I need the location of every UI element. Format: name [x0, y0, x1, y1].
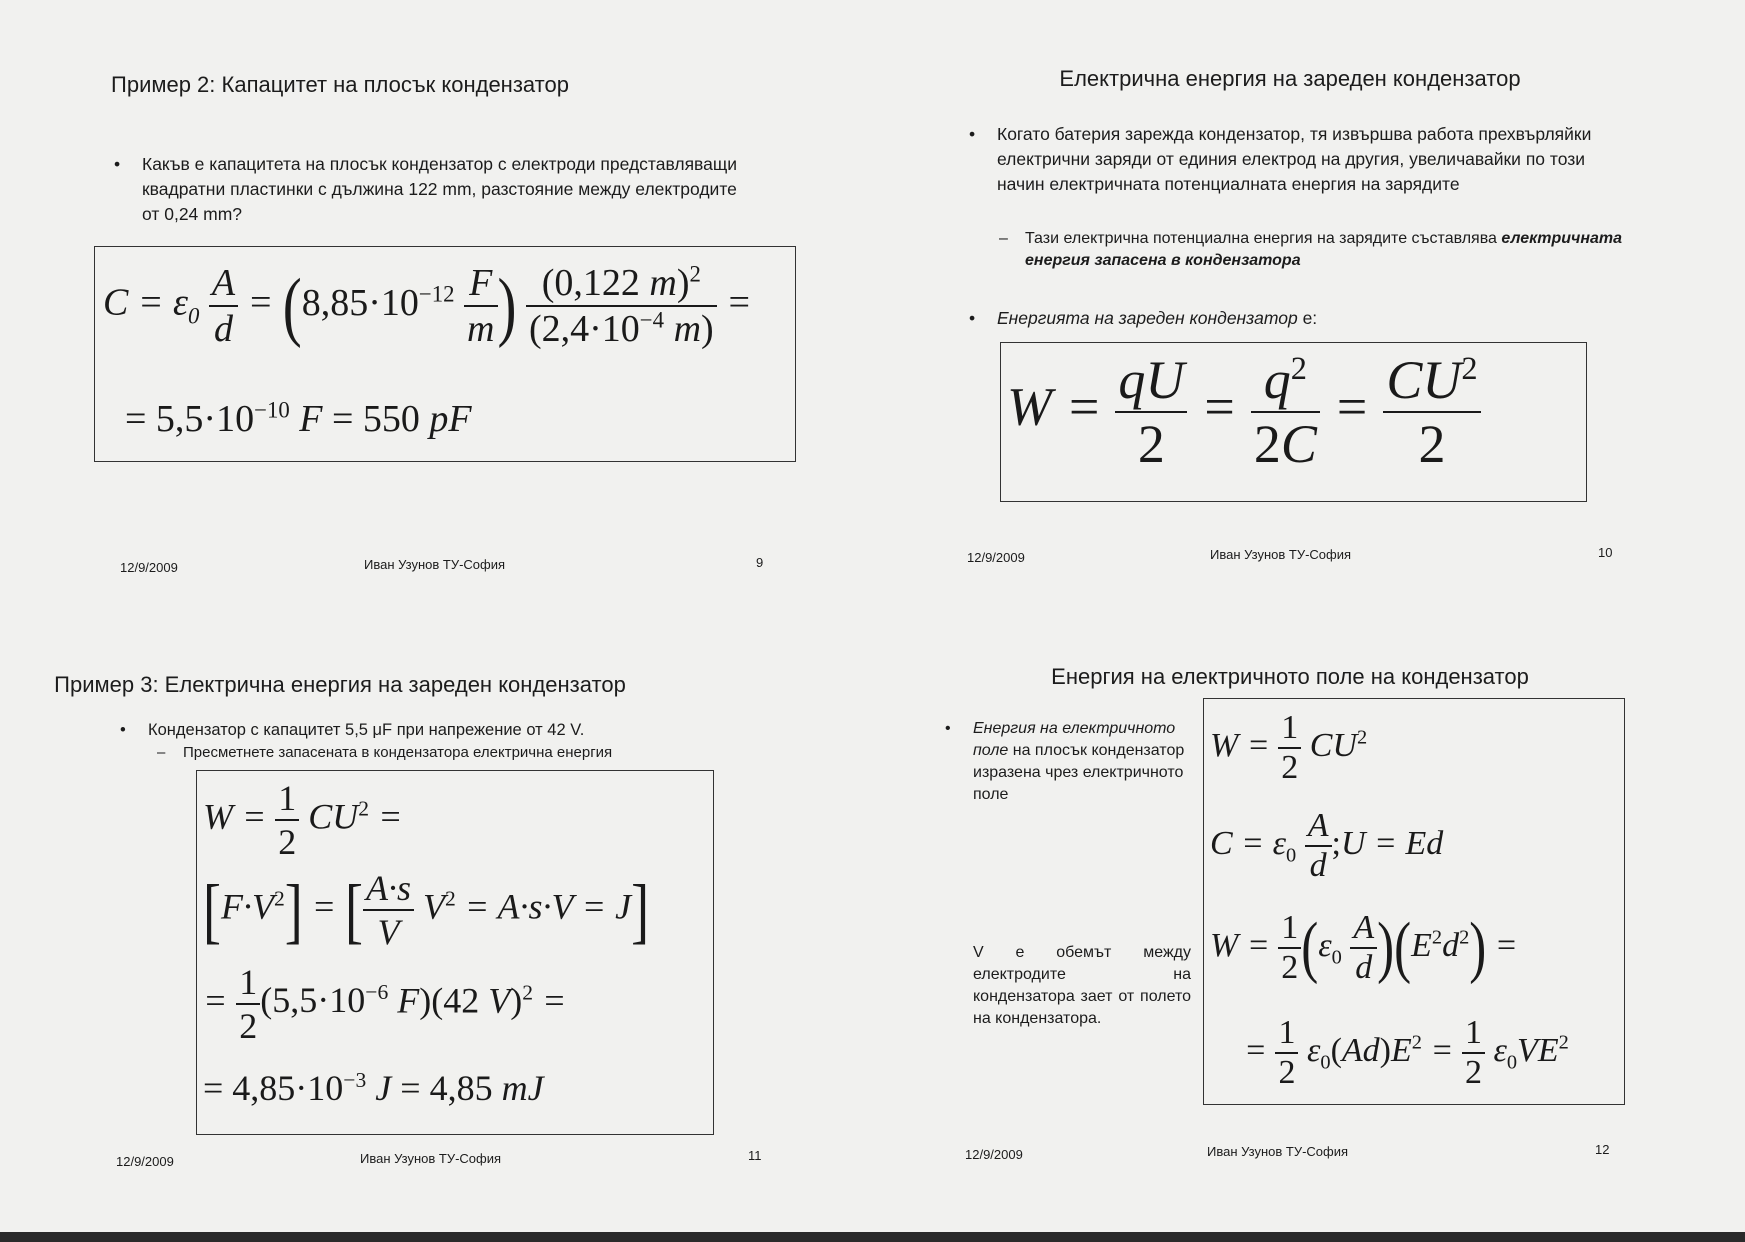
footer-date: 12/9/2009: [967, 550, 1025, 565]
bullet-dot: •: [969, 124, 976, 144]
field-formula-line-4: = $\frac{1}{2}$ $\varepsilon_0(Ad)E^2$ = $\frac{1}{2}$ $\varepsilon_0VE^2$: [1244, 1014, 1569, 1091]
slide-title: Електрична енергия на зареден кондензатор: [1059, 66, 1521, 91]
bullet-text: Какъв е капацитета на плосък кондензатор с електроди представляващи квадратни пластинки с дължина 122 mm, разстояние между електродите от 0,24 mm?: [142, 154, 738, 224]
sub-emphasis: електричната енергия запасена в кондензатора: [1025, 230, 1623, 269]
bullet-dot: •: [120, 721, 126, 739]
bullet-dot: •: [114, 154, 121, 174]
energy-formula-box: [1000, 342, 1587, 502]
bullet-intro: [969, 122, 1637, 197]
footer-author: Иван Узунов ТУ-София: [1210, 547, 1352, 562]
bullet-italic-text: Енергия на електричното поле: [973, 720, 1176, 759]
bullet-text: Кондензатор с капацитет 5,5 μF при напрежение от 42 V.: [148, 721, 585, 739]
footer-date: 12/9/2009: [116, 1154, 174, 1169]
footer-date: 12/9/2009: [965, 1147, 1023, 1162]
footer-page: 11: [748, 1148, 762, 1163]
energy-formula-line-3: = $\frac{1}{2}$ ($5,5\cdot 10^{-6}$ F)(42 V)$^2$ =: [203, 962, 567, 1046]
bullet-field-energy: [945, 718, 1203, 806]
footer-author: Иван Узунов ТУ-София: [1207, 1144, 1349, 1159]
dash: –: [999, 230, 1008, 247]
bullet-dot: •: [969, 308, 976, 328]
scan-edge: [0, 1232, 1745, 1242]
capacitance-formula-box: [94, 246, 796, 462]
footer-page: 12: [1595, 1142, 1610, 1157]
field-formula-line-2: $C = \varepsilon_0$ $\frac{A}{d}$ ;U = Ed: [1210, 807, 1444, 884]
sub-text: Тази електрична потенциална енергия на зарядите съставлява: [1025, 230, 1497, 247]
bullet-text: Когато батерия зарежда кондензатор, тя извършва работа прехвърляйки електрични заряди от единия електрод на другия, увеличавайки по този начин електричната потенциалната енергия на зарядите: [997, 124, 1592, 194]
bullet-dot: •: [945, 720, 951, 737]
capacitance-formula-line-1: $C = \varepsilon_0$ $\frac{A}{d}$ = ($8,85\cdot 10^{-12}$ $\frac{F}{m}$ ) $\frac{(0,122 m)^2}{(2,4\cdot 10^{-4} m)}$ =: [103, 261, 752, 350]
slide-11: [20, 630, 860, 1210]
bullet-given: [120, 718, 748, 743]
bullet-question: [114, 152, 742, 227]
field-energy-box: [1203, 698, 1625, 1105]
sub-text: Пресметнете запасената в кондензатора електрична енергия: [183, 744, 613, 761]
energy-result-line: = $4,85\cdot 10^{-3}$ J = 4,85 mJ: [203, 1068, 544, 1108]
footer-page: 10: [1598, 545, 1613, 560]
slide-title: Пример 2: Капацитет на плосък кондензатор: [111, 72, 569, 97]
sub-bullet: [999, 228, 1625, 272]
slide-12: [905, 630, 1745, 1210]
footer-author: Иван Узунов ТУ-София: [364, 557, 506, 572]
bullet-text: на плосък кондензатор изразена чрез електричното поле: [973, 742, 1185, 803]
slide-title: Енергия на електричното поле на кондензатор: [1051, 664, 1529, 689]
footer-author: Иван Узунов ТУ-София: [360, 1151, 502, 1166]
example-energy-box: [196, 770, 714, 1135]
dash: –: [157, 744, 166, 761]
sub-bullet: [157, 742, 783, 764]
footer-date: 12/9/2009: [120, 560, 178, 575]
energy-formula-line-1: W = $\frac{1}{2}$ $CU^2$ =: [203, 778, 403, 862]
footer-page: 9: [756, 555, 764, 570]
slide-title: Пример 3: Електрична енергия на зареден кондензатор: [54, 672, 626, 697]
field-formula-line-3: W = $\frac{1}{2}$ ($\varepsilon_0$ $\frac{A}{d}$ )$(E^2d^2)$ =: [1210, 909, 1518, 986]
bullet-italic-text: Енергията на зареден кондензатор: [997, 308, 1298, 328]
units-line: $[F\cdot V^2]$ = [ $\frac{A\cdot s}{V}$ $V^2 = A\cdot s\cdot V = J$]: [203, 868, 650, 952]
slide-10: [905, 40, 1745, 620]
capacitance-formula-line-2: = $5,5\cdot 10^{-10}$ F = 550 pF: [125, 397, 472, 440]
field-formula-line-1: W = $\frac{1}{2}$ $CU^2$: [1210, 709, 1368, 786]
energy-formula: W = $\frac{qU}{2}$ = $\frac{q^2}{2C}$ = $\frac{CU^2}{2}$: [1007, 349, 1481, 475]
volume-note: V е обемът между електродите на кондензатора зает от полето на кондензатора.: [973, 944, 1191, 1027]
bullet-energy: [969, 306, 1318, 331]
slide-9: [20, 40, 860, 620]
bullet-tail: е:: [1297, 308, 1318, 328]
